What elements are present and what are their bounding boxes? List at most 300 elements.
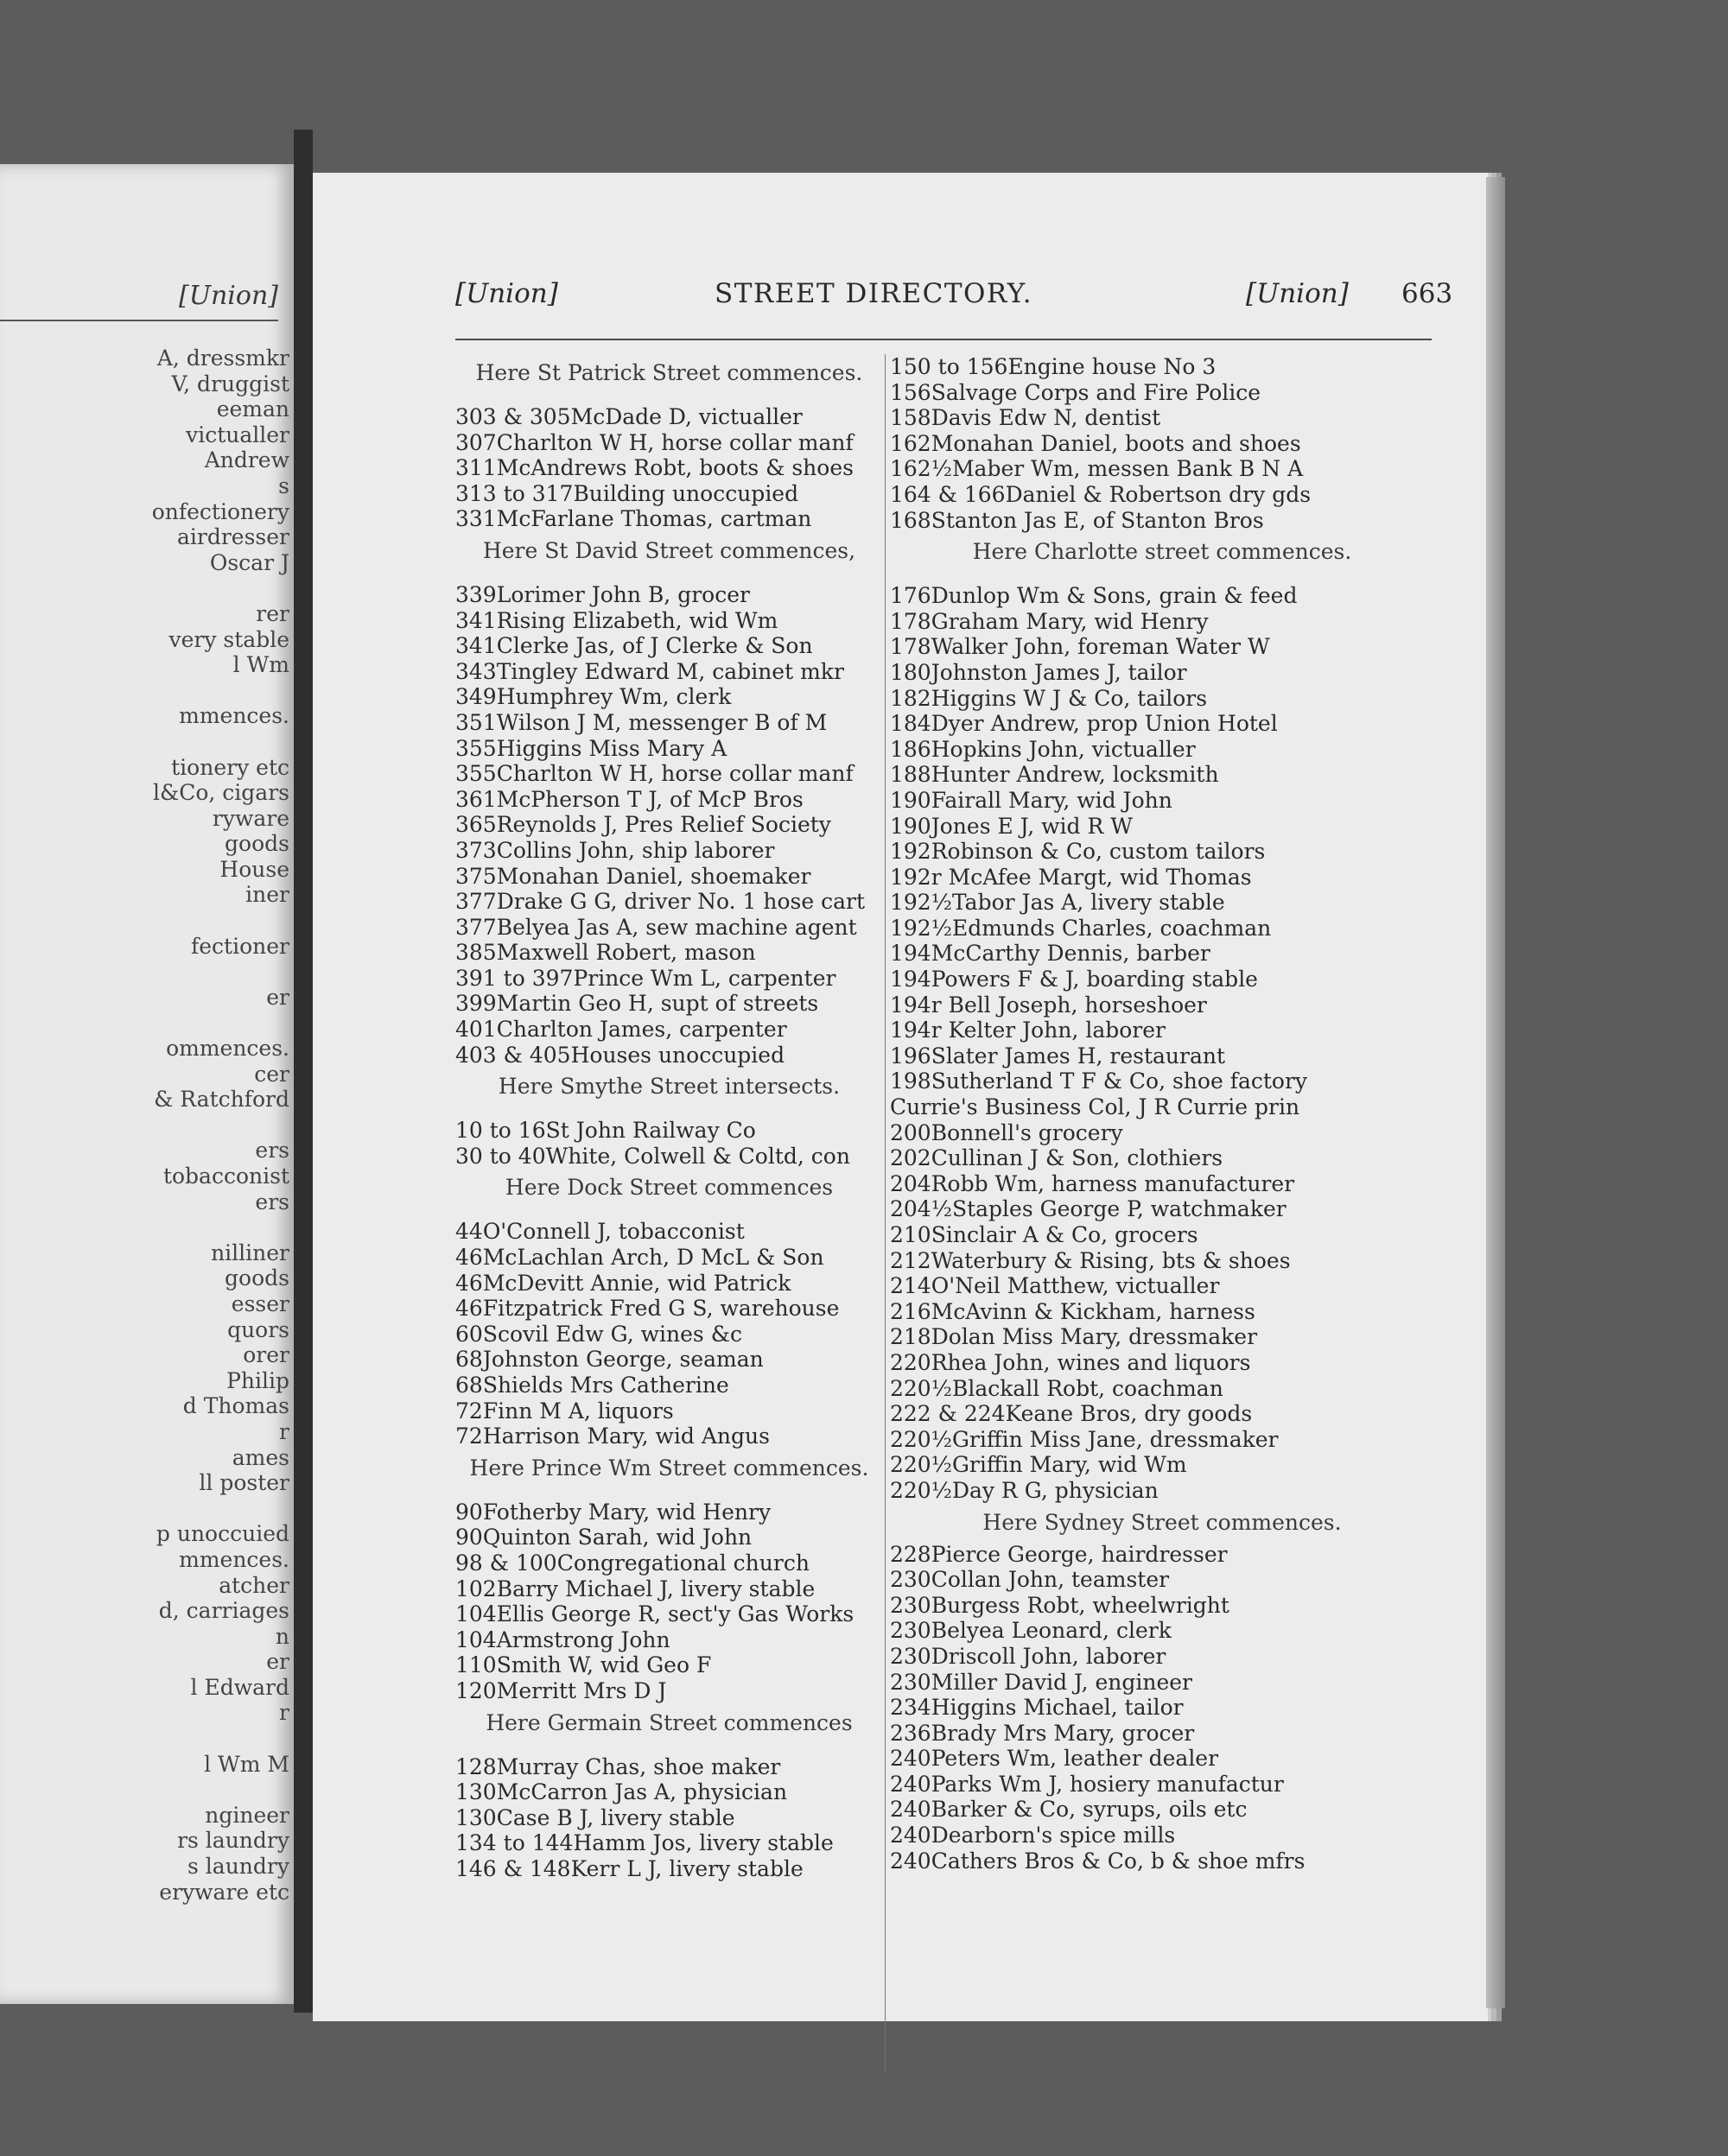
directory-entry <box>890 508 1434 534</box>
street-number: 228 <box>890 1541 931 1567</box>
resident-name: Murray Chas, shoe maker <box>496 1753 781 1779</box>
resident-name: Higgins Michael, tailor <box>931 1695 1184 1721</box>
header-right-section: [Union] <box>1246 278 1349 309</box>
page-header <box>455 278 1466 316</box>
resident-name: Hamm Jos, livery stable <box>573 1830 834 1856</box>
directory-entry <box>890 634 1434 660</box>
left-page-line: goods <box>225 831 289 857</box>
street-number: 164 & 166 <box>890 481 1006 507</box>
resident-name: Drake G G, driver No. 1 hose cart <box>496 889 866 915</box>
directory-entry <box>890 1618 1434 1644</box>
street-commences-note: Here Charlotte street commences. <box>972 539 1352 565</box>
directory-entry <box>455 991 883 1017</box>
directory-entry <box>890 1593 1434 1619</box>
resident-name: Harrison Mary, wid Angus <box>482 1424 770 1449</box>
resident-name: Tabor Jas A, livery stable <box>951 890 1225 916</box>
directory-entry <box>890 1772 1434 1798</box>
resident-name: Rhea John, wines and liquors <box>931 1349 1251 1375</box>
street-number: 98 & 100 <box>455 1550 557 1576</box>
left-page-line: quors <box>227 1316 289 1342</box>
left-page-line: onfectionery <box>151 498 289 524</box>
directory-entry <box>890 609 1434 635</box>
directory-entry <box>455 915 883 941</box>
directory-entry <box>890 1018 1434 1043</box>
resident-name: Griffin Mary, wid Wm <box>951 1452 1187 1478</box>
left-page-line: l&Co, cigars <box>152 780 289 806</box>
directory-entry <box>890 1823 1434 1848</box>
directory-entry <box>890 1094 1434 1120</box>
left-page-line <box>0 908 289 934</box>
street-number: 230 <box>890 1643 931 1669</box>
directory-entry <box>890 1350 1434 1376</box>
left-page-line: ll poster <box>199 1470 289 1496</box>
resident-name: Case B J, livery stable <box>496 1804 735 1830</box>
directory-entry <box>890 762 1434 788</box>
resident-name: r Bell Joseph, horseshoer <box>931 992 1207 1018</box>
directory-entry <box>890 660 1434 686</box>
left-page-line: eeman <box>216 396 289 422</box>
directory-entry <box>455 608 883 634</box>
street-number: 212 <box>890 1247 931 1273</box>
left-page-line: l Wm M <box>204 1751 289 1777</box>
resident-name: Houses unoccupied <box>570 1042 785 1068</box>
directory-entry <box>890 686 1434 712</box>
resident-name: Reynolds J, Pres Relief Society <box>496 812 831 838</box>
resident-name: Lorimer John B, grocer <box>496 581 750 607</box>
directory-entry <box>455 1347 883 1373</box>
directory-entry <box>890 431 1434 457</box>
resident-name: Currie's Business Col, J R Currie prin <box>890 1094 1300 1120</box>
left-page-line: ers <box>255 1189 289 1214</box>
spacer <box>455 1207 883 1219</box>
resident-name: Higgins Miss Mary A <box>496 735 727 761</box>
left-page-line <box>0 959 289 985</box>
directory-entry <box>890 941 1434 967</box>
directory-entry <box>890 1120 1434 1146</box>
left-page-line: airdresser <box>176 524 289 550</box>
resident-name: Scovil Edw G, wines &c <box>482 1321 742 1347</box>
resident-name: Parks Wm J, hosiery manufactur <box>931 1771 1284 1797</box>
directory-entry <box>455 761 883 787</box>
directory-entry <box>890 737 1434 763</box>
street-number: 220½ <box>890 1452 952 1478</box>
directory-entry <box>890 1567 1434 1593</box>
directory-entry <box>455 1550 883 1576</box>
directory-entry <box>455 812 883 838</box>
directory-entry <box>455 1017 883 1043</box>
directory-entry <box>455 1296 883 1322</box>
street-number: 351 <box>455 709 497 735</box>
street-number: 104 <box>455 1627 497 1652</box>
street-number: 134 to 144 <box>455 1830 574 1856</box>
directory-entry <box>455 736 883 762</box>
directory-entry <box>455 1830 883 1856</box>
directory-entry <box>890 967 1434 992</box>
directory-entry <box>890 1196 1434 1222</box>
resident-name: Smith W, wid Geo F <box>496 1652 712 1678</box>
directory-entry <box>455 1627 883 1653</box>
left-page-line: er <box>266 1649 289 1675</box>
street-number: 391 to 397 <box>455 965 574 991</box>
street-number: 178 <box>890 608 931 634</box>
street-number: 130 <box>455 1779 497 1805</box>
directory-entry <box>890 1171 1434 1197</box>
street-number: 46 <box>455 1270 483 1296</box>
left-page <box>0 164 294 2004</box>
page-edge <box>1486 177 1505 2008</box>
directory-column-2 <box>890 354 1434 1874</box>
directory-entry <box>455 1525 883 1550</box>
resident-name: Davis Edw N, dentist <box>931 405 1161 431</box>
street-number: 184 <box>890 711 931 737</box>
directory-entry <box>890 865 1434 891</box>
directory-entry <box>455 404 883 430</box>
left-page-line: ommences. <box>166 1036 289 1062</box>
street-number: 307 <box>455 429 497 455</box>
street-number: 158 <box>890 405 931 431</box>
directory-entry <box>890 1427 1434 1453</box>
directory-entry <box>890 405 1434 431</box>
left-page-line: rs laundry <box>177 1828 289 1854</box>
left-page-line: victualler <box>186 422 289 447</box>
resident-name: Driscoll John, laborer <box>931 1643 1166 1669</box>
street-number: 220½ <box>890 1477 952 1503</box>
street-number: 168 <box>890 507 931 533</box>
directory-entry <box>890 711 1434 737</box>
directory-entry <box>890 1068 1434 1094</box>
street-number: 188 <box>890 762 931 788</box>
resident-name: Dyer Andrew, prop Union Hotel <box>931 711 1278 737</box>
resident-name: Ellis George R, sect'y Gas Works <box>496 1601 854 1627</box>
street-commences-note: Here Sydney Street commences. <box>982 1509 1342 1535</box>
directory-entry <box>890 583 1434 609</box>
street-number: 311 <box>455 455 497 481</box>
directory-entry <box>455 940 883 966</box>
resident-name: Robb Wm, harness manufacturer <box>931 1170 1295 1196</box>
directory-entry <box>455 1678 883 1704</box>
resident-name: Hopkins John, victualler <box>931 736 1196 762</box>
left-page-line: ers <box>255 1138 289 1164</box>
resident-name: Fitzpatrick Fred G S, warehouse <box>482 1296 840 1322</box>
resident-name: Brady Mrs Mary, grocer <box>931 1720 1195 1746</box>
left-header-rule <box>0 320 278 321</box>
page-number: 663 <box>1401 278 1453 309</box>
street-number: 30 to 40 <box>455 1143 546 1169</box>
left-page-line: r <box>279 1418 289 1444</box>
left-page-line: er <box>266 984 289 1010</box>
directory-entry <box>455 455 883 481</box>
street-number: 373 <box>455 837 497 863</box>
resident-name: Keane Bros, dry goods <box>1005 1401 1253 1427</box>
resident-name: Miller David J, engineer <box>931 1669 1193 1695</box>
resident-name: Hunter Andrew, locksmith <box>931 762 1219 788</box>
resident-name: McDade D, victualler <box>570 404 803 429</box>
street-number: 365 <box>455 812 497 838</box>
left-page-line: goods <box>225 1265 289 1291</box>
directory-entry <box>455 1398 883 1424</box>
resident-name: Tingley Edward M, cabinet mkr <box>496 658 844 684</box>
street-number: 202 <box>890 1145 931 1171</box>
resident-name: McCarthy Dennis, barber <box>931 941 1210 967</box>
left-page-line: p unoccuied <box>156 1521 289 1547</box>
resident-name: Johnston James J, tailor <box>931 659 1187 685</box>
street-number: 230 <box>890 1618 931 1644</box>
street-number: 194 <box>890 967 931 992</box>
street-number: 220½ <box>890 1426 952 1452</box>
street-commences-note: Here St David Street commences, <box>482 537 856 563</box>
left-page-line: esser <box>231 1290 289 1316</box>
left-page-line: n <box>275 1623 289 1649</box>
street-number: 240 <box>890 1848 931 1874</box>
resident-name: Kerr L J, livery stable <box>570 1855 804 1881</box>
street-number: 10 to 16 <box>455 1118 546 1144</box>
spacer <box>455 1106 883 1118</box>
street-number: 150 to 156 <box>890 354 1008 379</box>
resident-name: Griffin Miss Jane, dressmaker <box>951 1426 1279 1452</box>
directory-entry <box>455 481 883 507</box>
directory-entry <box>455 1271 883 1297</box>
street-number: 192½ <box>890 890 952 916</box>
resident-name: Charlton James, carpenter <box>496 1017 787 1043</box>
street-number: 44 <box>455 1219 483 1245</box>
resident-name: Waterbury & Rising, bts & shoes <box>931 1247 1291 1273</box>
directory-entry <box>890 1542 1434 1568</box>
directory-entry <box>455 430 883 456</box>
directory-entry <box>890 1324 1434 1350</box>
resident-name: Blackall Robt, coachman <box>951 1375 1223 1401</box>
left-page-text <box>0 346 289 1905</box>
street-number: 60 <box>455 1321 483 1347</box>
resident-name: McAndrews Robt, boots & shoes <box>496 455 854 481</box>
street-number: 375 <box>455 863 497 889</box>
directory-entry <box>890 1273 1434 1299</box>
street-number: 210 <box>890 1222 931 1247</box>
street-number: 343 <box>455 658 497 684</box>
street-number: 401 <box>455 1017 497 1043</box>
resident-name: O'Neil Matthew, victualler <box>931 1273 1220 1299</box>
resident-name: Burgess Robt, wheelwright <box>931 1592 1229 1618</box>
street-number: 218 <box>890 1324 931 1350</box>
left-page-line: cer <box>254 1061 289 1087</box>
street-number: 90 <box>455 1525 483 1550</box>
resident-name: Cathers Bros & Co, b & shoe mfrs <box>931 1848 1306 1874</box>
left-page-line: d Thomas <box>182 1393 289 1419</box>
resident-name: Barker & Co, syrups, oils etc <box>931 1797 1248 1823</box>
directory-entry <box>890 1670 1434 1696</box>
street-number: 90 <box>455 1499 483 1525</box>
street-number: 72 <box>455 1398 483 1424</box>
resident-name: Daniel & Robertson dry gds <box>1005 481 1312 507</box>
directory-entry <box>455 659 883 685</box>
left-page-line: V, druggist <box>171 371 289 396</box>
street-number: 68 <box>455 1373 483 1398</box>
directory-entry <box>455 966 883 992</box>
left-page-line <box>0 1496 289 1522</box>
spacer <box>455 1487 883 1500</box>
directory-entry <box>890 1145 1434 1171</box>
left-page-line: d, carriages <box>158 1598 289 1624</box>
directory-entry <box>890 1043 1434 1069</box>
resident-name: Maber Wm, messen Bank B N A <box>951 456 1304 482</box>
street-number: 234 <box>890 1695 931 1721</box>
directory-entry <box>455 1805 883 1831</box>
resident-name: McFarlane Thomas, cartman <box>496 506 812 532</box>
street-number: 72 <box>455 1424 483 1449</box>
directory-entry <box>890 1695 1434 1721</box>
street-number: 240 <box>890 1797 931 1823</box>
spacer <box>890 571 1434 583</box>
directory-entry <box>455 1118 883 1144</box>
resident-name: Dunlop Wm & Sons, grain & feed <box>931 583 1298 609</box>
resident-name: Collins John, ship laborer <box>496 837 775 863</box>
street-number: 355 <box>455 761 497 787</box>
street-number: 204½ <box>890 1196 952 1222</box>
street-number: 230 <box>890 1669 931 1695</box>
left-page-line: atcher <box>219 1572 289 1598</box>
resident-name: Higgins W J & Co, tailors <box>931 685 1208 711</box>
left-page-line <box>0 1010 289 1036</box>
left-page-line: A, dressmkr <box>156 346 289 371</box>
resident-name: Cullinan J & Son, clothiers <box>931 1145 1223 1171</box>
spacer <box>455 1742 883 1754</box>
resident-name: Monahan Daniel, shoemaker <box>496 863 811 889</box>
street-number: 186 <box>890 736 931 762</box>
street-number: 222 & 224 <box>890 1401 1006 1427</box>
resident-name: Charlton W H, horse collar manf <box>496 429 854 455</box>
street-number: 194 <box>890 1018 931 1043</box>
resident-name: Prince Wm L, carpenter <box>573 965 836 991</box>
resident-name: Pierce George, hairdresser <box>931 1541 1228 1567</box>
resident-name: Belyea Jas A, sew machine agent <box>496 914 857 940</box>
street-number: 240 <box>890 1823 931 1848</box>
left-page-line: tionery etc <box>171 754 289 780</box>
left-page-line <box>0 729 289 755</box>
directory-entry <box>890 1401 1434 1427</box>
directory-entry <box>890 380 1434 406</box>
resident-name: Merritt Mrs D J <box>496 1677 667 1703</box>
resident-name: Stanton Jas E, of Stanton Bros <box>931 507 1264 533</box>
street-number: 313 to 317 <box>455 480 574 506</box>
street-number: 120 <box>455 1677 497 1703</box>
directory-entry <box>890 1644 1434 1670</box>
street-number: 162½ <box>890 456 952 482</box>
street-number: 176 <box>890 583 931 609</box>
left-page-line: iner <box>245 882 289 908</box>
resident-name: Slater James H, restaurant <box>931 1043 1226 1068</box>
street-number: 102 <box>455 1576 497 1601</box>
street-number: 216 <box>890 1298 931 1324</box>
resident-name: Fotherby Mary, wid Henry <box>482 1499 772 1525</box>
street-number: 240 <box>890 1771 931 1797</box>
street-number: 200 <box>890 1119 931 1145</box>
resident-name: Martin Geo H, supt of streets <box>496 991 819 1017</box>
left-page-line: fectioner <box>191 933 289 959</box>
resident-name: r Kelter John, laborer <box>931 1018 1166 1043</box>
street-number: 68 <box>455 1347 483 1373</box>
resident-name: Peters Wm, leather dealer <box>931 1746 1219 1772</box>
street-number: 190 <box>890 813 931 839</box>
directory-column-1 <box>455 354 883 1882</box>
directory-entry <box>455 1856 883 1882</box>
resident-name: Charlton W H, horse collar manf <box>496 761 854 787</box>
left-page-line: rer <box>256 600 289 626</box>
street-number: 180 <box>890 659 931 685</box>
street-number: 361 <box>455 786 497 812</box>
street-commences-note: Here Dock Street commences <box>505 1175 834 1201</box>
spacer <box>455 570 883 582</box>
street-number: 303 & 305 <box>455 404 571 429</box>
directory-entry <box>455 1043 883 1068</box>
resident-name: McCarron Jas A, physician <box>496 1779 788 1805</box>
resident-name: Monahan Daniel, boots and shoes <box>931 430 1301 456</box>
left-page-line <box>0 1214 289 1240</box>
directory-entry <box>890 992 1434 1018</box>
street-number: 192 <box>890 839 931 865</box>
resident-name: Graham Mary, wid Henry <box>931 608 1209 634</box>
street-number: 331 <box>455 506 497 532</box>
resident-name: Congregational church <box>556 1550 810 1576</box>
directory-entry <box>890 1848 1434 1874</box>
street-number: 182 <box>890 685 931 711</box>
left-page-header: [Union] <box>179 281 278 311</box>
street-commences-note: Here Prince Wm Street commences. <box>469 1455 869 1481</box>
directory-entry <box>455 1144 883 1170</box>
left-page-line: Andrew <box>204 447 289 473</box>
directory-entry <box>890 839 1434 865</box>
resident-name: Edmunds Charles, coachman <box>951 915 1272 941</box>
left-page-line: orer <box>243 1342 289 1368</box>
street-number: 385 <box>455 940 497 966</box>
left-page-line: mmences. <box>179 1546 289 1572</box>
left-page-line: ryware <box>212 805 289 831</box>
resident-name: Maxwell Robert, mason <box>496 940 756 966</box>
left-page-line <box>0 1777 289 1803</box>
resident-name: Engine house No 3 <box>1007 354 1217 379</box>
resident-name: Rising Elizabeth, wid Wm <box>496 607 778 633</box>
street-number: 192 <box>890 864 931 890</box>
street-number: 192½ <box>890 915 952 941</box>
left-page-line: tobacconist <box>162 1164 289 1189</box>
street-number: 240 <box>890 1746 931 1772</box>
right-page <box>313 173 1488 2021</box>
directory-entry <box>455 1576 883 1602</box>
street-number: 214 <box>890 1273 931 1299</box>
left-page-line: l Wm <box>232 652 289 678</box>
left-page-line: eryware etc <box>159 1879 289 1905</box>
directory-entry <box>455 1779 883 1805</box>
street-number: 190 <box>890 787 931 813</box>
street-number: 339 <box>455 581 497 607</box>
directory-entry <box>455 1373 883 1398</box>
directory-entry <box>455 710 883 736</box>
directory-entry <box>890 1376 1434 1402</box>
left-page-line <box>0 575 289 601</box>
street-commences-note: Here Germain Street commences <box>486 1709 853 1735</box>
resident-name: Powers F & J, boarding stable <box>931 967 1258 992</box>
directory-entry <box>455 633 883 659</box>
street-number: 349 <box>455 684 497 710</box>
column-divider <box>885 354 886 2073</box>
left-page-line: Philip <box>226 1367 289 1393</box>
street-number: 194 <box>890 992 931 1018</box>
resident-name: Day R G, physician <box>951 1477 1159 1503</box>
resident-name: Sutherland T F & Co, shoe factory <box>931 1068 1308 1094</box>
directory-entry <box>455 1322 883 1348</box>
resident-name: White, Colwell & Coltd, con <box>545 1143 850 1169</box>
directory-entry <box>455 506 883 532</box>
spacer <box>455 392 883 404</box>
resident-name: Collan John, teamster <box>931 1567 1170 1593</box>
